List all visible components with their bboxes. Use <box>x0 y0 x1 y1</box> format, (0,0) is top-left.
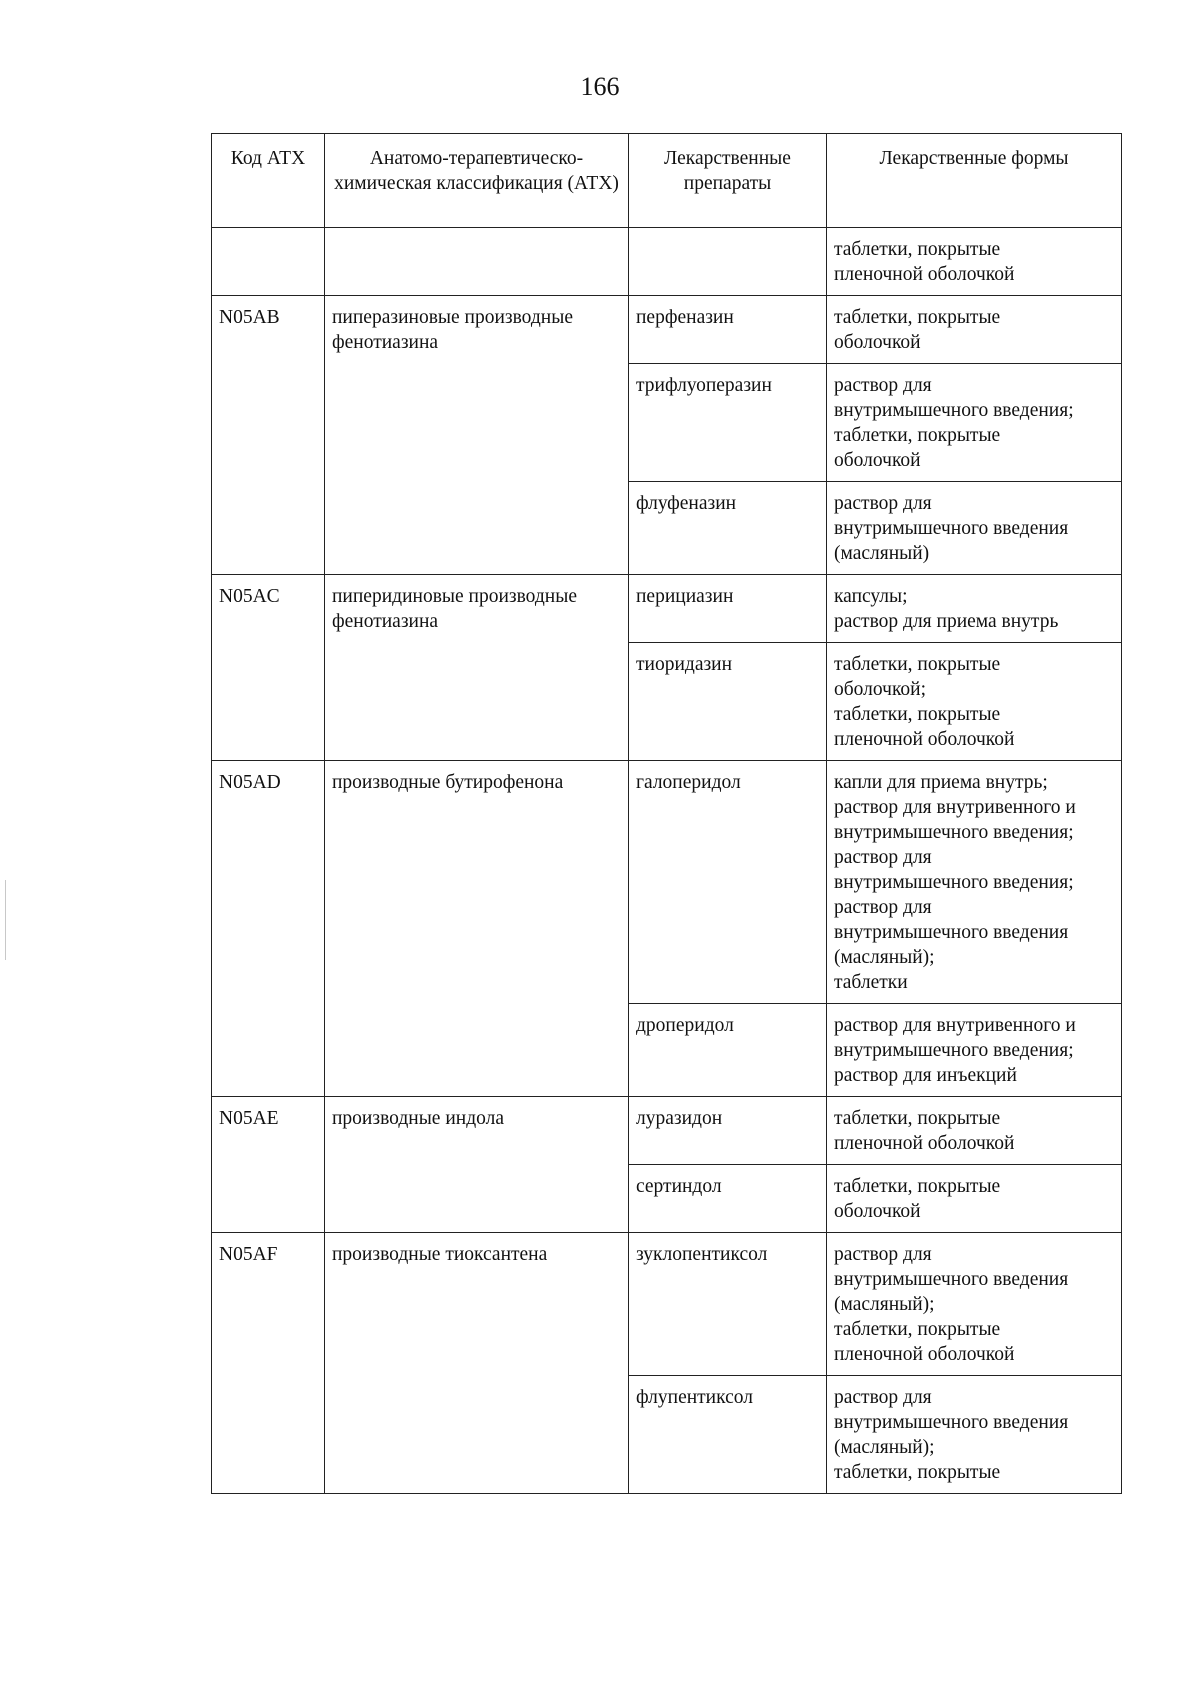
forms-cell: таблетки, покрытые оболочкой <box>827 296 1122 364</box>
classification-cell: производные индола <box>325 1097 629 1233</box>
drug-cell: тиоридазин <box>629 643 827 761</box>
table-row <box>212 575 1122 643</box>
drug-cell: перициазин <box>629 575 827 643</box>
drug-cell: луразидон <box>629 1097 827 1165</box>
forms-cell: таблетки, покрытые оболочкой; таблетки, покрытые пленочной оболочкой <box>827 643 1122 761</box>
drug-cell: перфеназин <box>629 296 827 364</box>
forms-cell: таблетки, покрытые пленочной оболочкой <box>827 228 1122 296</box>
page-number: 166 <box>580 72 620 101</box>
header-atc-classification: Анатомо-терапевтическо-химическая классификация (АТХ) <box>325 134 629 228</box>
header-drugs: Лекарственные препараты <box>629 134 827 228</box>
code-cell: N05AB <box>212 296 325 575</box>
table-row <box>212 1097 1122 1165</box>
table-header-row <box>212 134 1122 228</box>
classification-cell: производные тиоксантена <box>325 1233 629 1494</box>
drug-cell <box>629 228 827 296</box>
code-cell: N05AD <box>212 761 325 1097</box>
code-cell: N05AC <box>212 575 325 761</box>
drug-cell: флупентиксол <box>629 1376 827 1494</box>
drug-cell: галоперидол <box>629 761 827 1004</box>
header-atc-code: Код АТХ <box>212 134 325 228</box>
classification-cell: производные бутирофенона <box>325 761 629 1097</box>
table-row <box>212 761 1122 1004</box>
classification-cell: пиперидиновые производные фенотиазина <box>325 575 629 761</box>
code-cell: N05AE <box>212 1097 325 1233</box>
code-cell: N05AF <box>212 1233 325 1494</box>
atc-classification-table <box>211 133 1122 1494</box>
forms-cell: раствор для внутримышечного введения (масляный); таблетки, покрытые пленочной оболочкой <box>827 1233 1122 1376</box>
table-row <box>212 296 1122 364</box>
header-dosage-forms: Лекарственные формы <box>827 134 1122 228</box>
forms-cell: таблетки, покрытые пленочной оболочкой <box>827 1097 1122 1165</box>
drug-cell: сертиндол <box>629 1165 827 1233</box>
scan-artifact-mark <box>5 880 6 960</box>
forms-cell: капли для приема внутрь; раствор для внутривенного и внутримышечного введения; раствор для внутримышечного введения; раствор для внутримышечного введения (масляный); таблетки <box>827 761 1122 1004</box>
forms-cell: раствор для внутривенного и внутримышечного введения; раствор для инъекций <box>827 1004 1122 1097</box>
drug-cell: дроперидол <box>629 1004 827 1097</box>
code-cell <box>212 228 325 296</box>
drug-cell: зуклопентиксол <box>629 1233 827 1376</box>
classification-cell: пиперазиновые производные фенотиазина <box>325 296 629 575</box>
continuation-row <box>212 228 1122 296</box>
table-row <box>212 1233 1122 1376</box>
forms-cell: раствор для внутримышечного введения (масляный) <box>827 482 1122 575</box>
drug-cell: трифлуоперазин <box>629 364 827 482</box>
forms-cell: раствор для внутримышечного введения (масляный); таблетки, покрытые <box>827 1376 1122 1494</box>
drug-cell: флуфеназин <box>629 482 827 575</box>
forms-cell: таблетки, покрытые оболочкой <box>827 1165 1122 1233</box>
classification-cell <box>325 228 629 296</box>
forms-cell: раствор для внутримышечного введения; таблетки, покрытые оболочкой <box>827 364 1122 482</box>
forms-cell: капсулы; раствор для приема внутрь <box>827 575 1122 643</box>
